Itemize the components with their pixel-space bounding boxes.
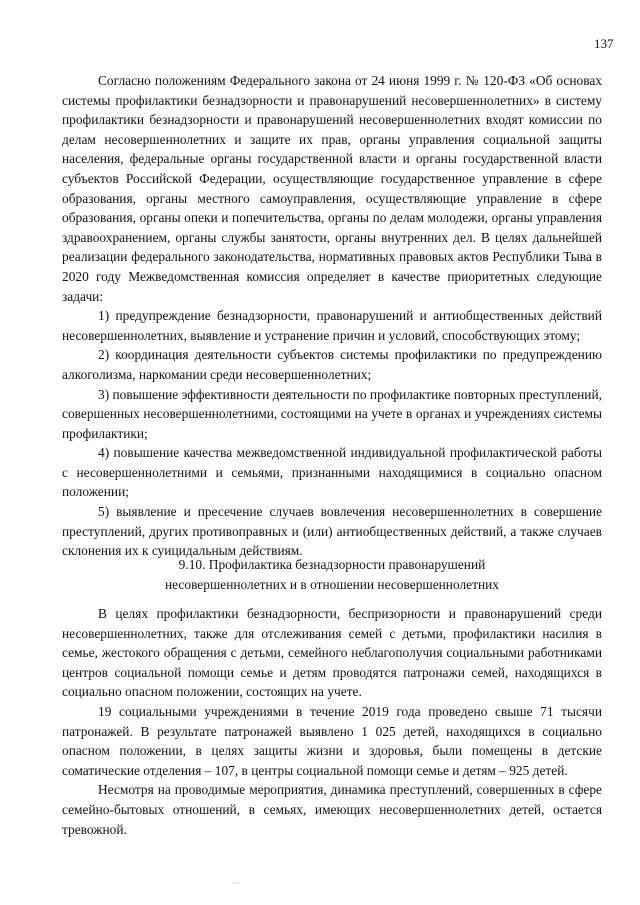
task-item-5: 5) выявление и пресечение случаев вовлечения несовершеннолетних в совершение преступлений, других противоправных и (или) антиобщественных действий, а также случаев склонения их к суицидальным действиям. — [62, 504, 602, 559]
main-text — [62, 71, 602, 561]
task-item-2: 2) координация деятельности субъектов системы профилактики по предупреждению алкоголизма, наркомании среди несовершеннолетних; — [62, 347, 602, 382]
section-heading-line-2: несовершеннолетних и в отношении несовершеннолетних — [164, 576, 499, 592]
intro-paragraph: Согласно положениям Федерального закона от 24 июня 1999 г. № 120-ФЗ «Об основах системы профилактики безнадзорности и правонарушений несовершеннолетних» в систему профилактики безнадзорности и правонарушений несовершеннолетних входят комиссии по делам несовершеннолетних и защите их прав, органы управления социальной защиты населения, федеральные органы государственной власти и органы государственной власти субъектов Российской Федерации, осуществляющие государственное управление в сфере образования, органы местного самоуправления, осуществляющие управление в сфере образования, органы опеки и попечительства, органы по делам молодежи, органы управления здравоохранением, органы службы занятости, органы внутренних дел. В целях дальнейшей реализации федерального законодательства, нормативных правовых актов Республики Тыва в 2020 году Межведомственная комиссия определяет в качестве приоритетных следующие задачи: — [62, 73, 602, 304]
section-paragraph-3: Несмотря на проводимые мероприятия, динамика преступлений, совершенных в сфере семейно-бытовых отношений, в семьях, имеющих несовершеннолетних детей, остается тревожной. — [62, 782, 602, 837]
section-heading — [62, 555, 602, 594]
section-paragraph-1: В целях профилактики безнадзорности, беспризорности и правонарушений среди несовершеннолетних, также для отслеживания семей с детьми, профилактики насилия в семье, жестокого обращения с детьми, семейного неблагополучия социальными работниками центров социальной помощи семье и детям проводятся патронажи семей, находящихся в социально опасном положении, состоящих на учете. — [62, 606, 602, 700]
section-text — [62, 604, 602, 839]
scan-speck: ··· — [232, 879, 240, 888]
section-paragraph-2: 19 социальными учреждениями в течение 2019 года проведено свыше 71 тысячи патронажей. В результате патронажей выявлено 1 025 детей, находящихся в социально опасном положении, в целях защиты жизни и здоровья, были помещены в детские соматические отделения – 107, в центры социальной помощи семье и детям – 925 детей. — [62, 703, 602, 778]
page-number: 137 — [594, 36, 614, 51]
section-heading-line-1: 9.10. Профилактика безнадзорности правонарушений — [178, 557, 486, 572]
task-item-3: 3) повышение эффективности деятельности по профилактике повторных преступлений, совершенных несовершеннолетними, состоящими на учете в органах и учреждениях системы профилактики; — [62, 386, 602, 441]
task-item-1: 1) предупреждение безнадзорности, правонарушений и антиобщественных действий несовершеннолетних, выявление и устранение причин и условий, способствующих этому; — [62, 308, 602, 343]
task-item-4: 4) повышение качества межведомственной индивидуальной профилактической работы с несовершеннолетними и семьями, признанными находящимися в социально опасном положении; — [62, 445, 602, 500]
